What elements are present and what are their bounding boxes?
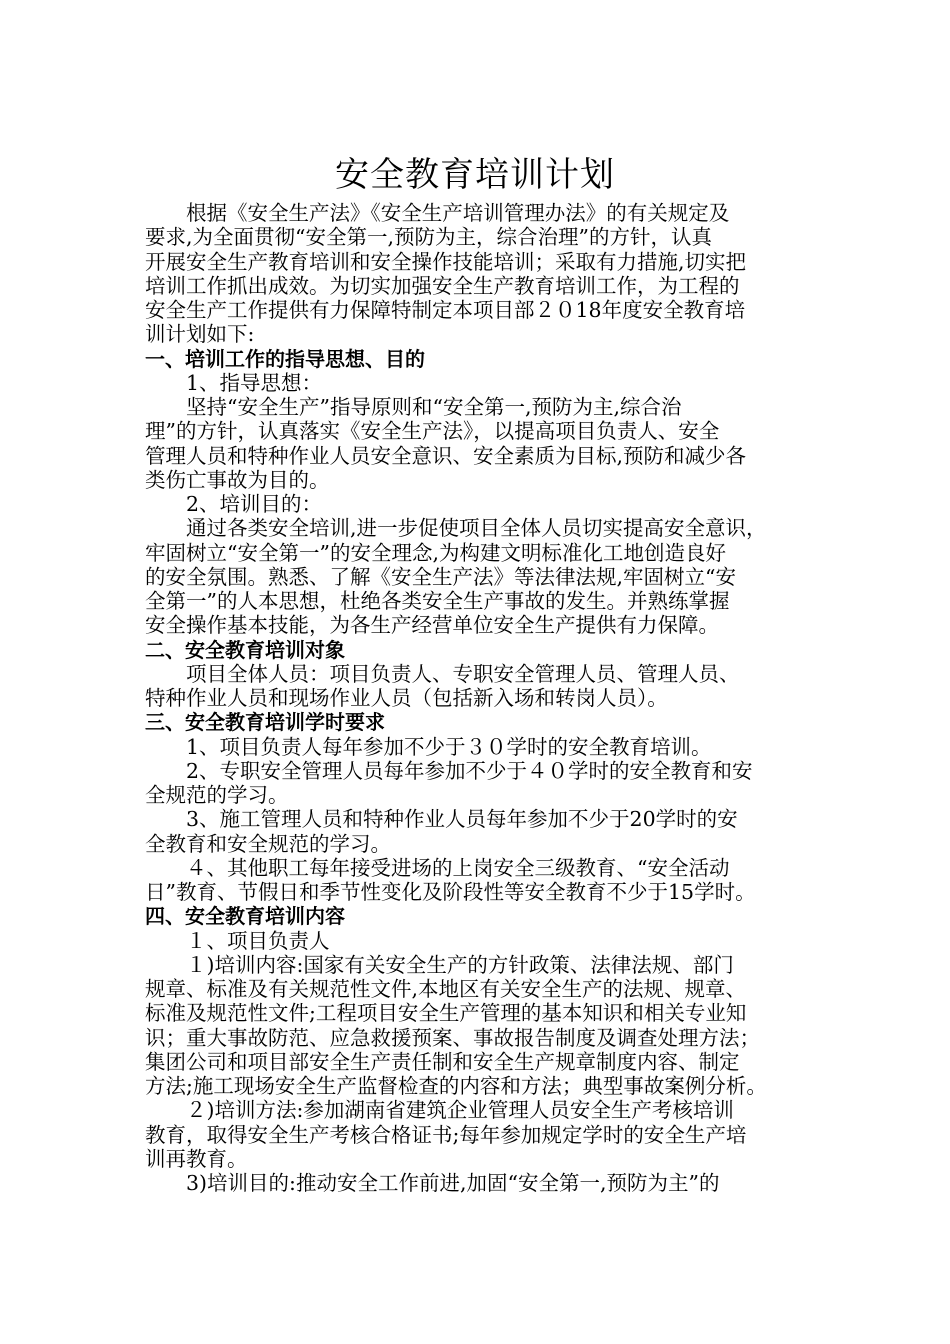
body-line: 培训工作抓出成效。为切实加强安全生产教育培训工作，为工程的: [145, 273, 740, 298]
body-line: 集团公司和项目部安全生产责任制和安全生产规章制度内容、制定: [145, 1049, 740, 1074]
body-line: 安全生产工作提供有力保障特制定本项目部２０18年度安全教育培: [145, 298, 746, 322]
body-line: 开展安全生产教育培训和安全操作技能培训；采取有力措施,切实把: [145, 249, 747, 274]
body-line: 教育，取得安全生产考核合格证书;每年参加规定学时的安全生产培: [145, 1122, 747, 1147]
body-line: 训再教育。: [145, 1146, 248, 1171]
body-line: 项目全体人员：项目负责人、专职安全管理人员、管理人员、: [145, 661, 740, 686]
body-line: 2、专职安全管理人员每年参加不少于４０学时的安全教育和安: [145, 758, 753, 783]
body-line: 管理人员和特种作业人员安全意识、安全素质为目标,预防和减少各: [145, 443, 747, 468]
body-line: 规章、标准及有关规范性文件,本地区有关安全生产的法规、规章、: [145, 977, 747, 1001]
body-line: 3)培训目的:推动安全工作前进,加固“安全第一,预防为主”的: [145, 1171, 720, 1195]
body-line: 2、培训目的：: [145, 492, 323, 516]
body-line: 要求,为全面贯彻“安全第一,预防为主，综合治理”的方针，认真: [145, 225, 712, 250]
document-title: 安全教育培训计划: [335, 155, 615, 195]
body-line: 牢固树立“安全第一”的安全理念,为构建文明标准化工地创造良好: [145, 540, 726, 565]
body-line: 方法;施工现场安全生产监督检查的内容和方法；典型事故案例分析。: [145, 1074, 767, 1098]
body-line: 训计划如下:: [145, 322, 255, 347]
body-line: 理”的方针，认真落实《安全生产法》，以提高项目负责人、安全: [145, 419, 720, 444]
body-line: 1、项目负责人每年参加不少于３０学时的安全教育培训。: [145, 734, 712, 759]
body-line: ２)培训方法:参加湖南省建筑企业管理人员安全生产考核培训: [145, 1098, 734, 1123]
body-line: 特种作业人员和现场作业人员（包括新入场和转岗人员）。: [145, 686, 668, 710]
body-line: 通过各类安全培训,进一步促使项目全体人员切实提高安全意识，: [145, 516, 767, 541]
body-line: 类伤亡事故为目的。: [145, 467, 330, 492]
body-line: 坚持“安全生产”指导原则和“安全第一,预防为主,综合治: [145, 395, 682, 419]
body-line: 识；重大事故防范、应急救援预案、事故报告制度及调查处理方法；: [145, 1025, 760, 1050]
body-line: 全第一”的人本思想，杜绝各类安全生产事故的发生。并熟练掌握: [145, 589, 730, 613]
body-line: 全规范的学习。: [145, 783, 289, 807]
body-line: １)培训内容:国家有关安全生产的方针政策、法律法规、部门: [145, 952, 734, 977]
body-line: 标准及规范性文件;工程项目安全生产管理的基本知识和相关专业知: [145, 1001, 747, 1026]
body-line: 3、施工管理人员和特种作业人员每年参加不少于20学时的安: [145, 807, 738, 832]
body-line: 全教育和安全规范的学习。: [145, 831, 391, 856]
section-heading: 四、安全教育培训内容: [145, 904, 345, 929]
body-line: １、项目负责人: [145, 928, 330, 953]
body-line: 根据《安全生产法》《安全生产培训管理办法》的有关规定及: [145, 201, 730, 225]
body-line: 日”教育、节假日和季节性变化及阶段性等安全教育不少于15学时。: [145, 880, 756, 904]
body-line: ４、其他职工每年接受进场的上岗安全三级教育、“安全活动: [145, 855, 730, 880]
body-line: 的安全氛围。熟悉、了解《安全生产法》等法律法规,牢固树立“安: [145, 564, 736, 589]
section-heading: 一、培训工作的指导思想、目的: [145, 346, 425, 371]
body-line: 安全操作基本技能，为各生产经营单位安全生产提供有力保障。: [145, 613, 719, 638]
section-heading: 三、安全教育培训学时要求: [145, 710, 385, 735]
section-heading: 二、安全教育培训对象: [145, 637, 345, 662]
body-line: 1、指导思想：: [145, 370, 323, 395]
